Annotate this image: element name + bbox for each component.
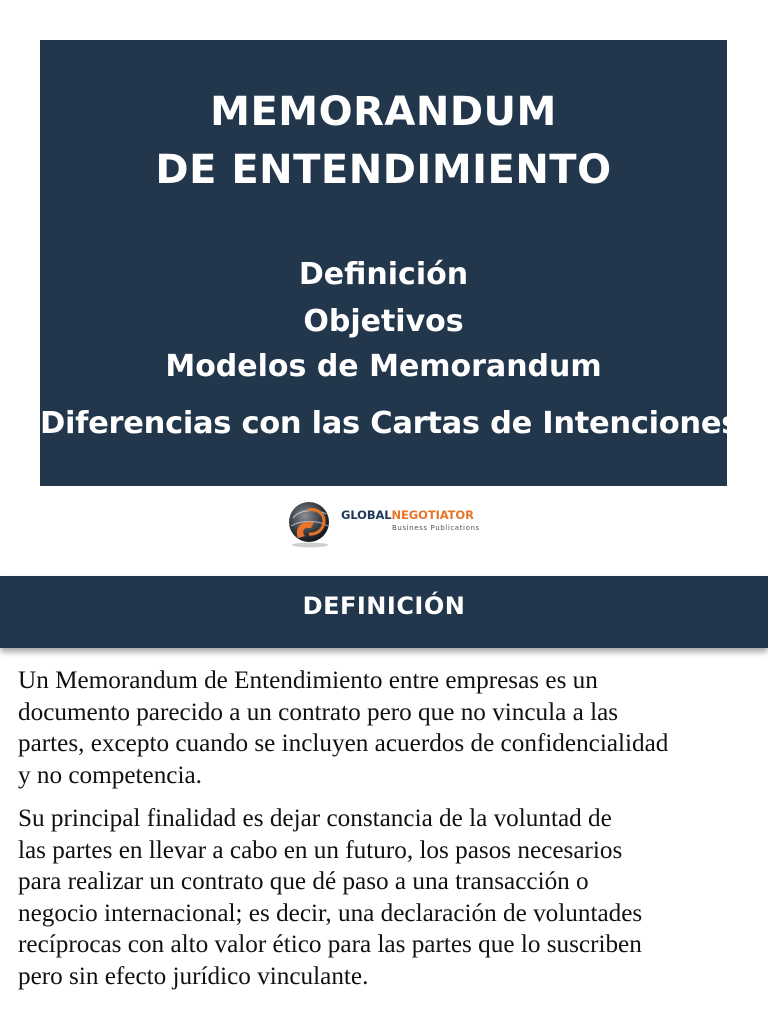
paragraph-line: para realizar un contrato que dé paso a una transacción o	[18, 868, 589, 895]
brand-subtitle: Business Publications	[392, 524, 480, 532]
cover-topic-definicion: Definición	[298, 257, 469, 292]
paragraph-line: y no competencia.	[18, 761, 202, 789]
paragraph-line: recíprocas con alto valor ético para las partes que lo suscriben	[18, 931, 642, 958]
paragraph-line: pero sin efecto jurídico vinculante.	[18, 962, 369, 990]
paragraph-2	[18, 803, 762, 992]
cover-title-line-1: MEMORANDUM	[210, 89, 557, 135]
brand-name-global: GLOBAL	[341, 508, 392, 522]
cover-topic-objetivos: Objetivos	[303, 304, 464, 339]
paragraph-line: negocio internacional; es decir, una declaración de voluntades	[18, 899, 643, 927]
cover-title-line-2: DE ENTENDIMIENTO	[155, 147, 612, 193]
brand-name	[341, 508, 474, 522]
cover-banner	[40, 40, 740, 486]
paragraph-line: Su principal finalidad es dejar constancia de la voluntad de	[18, 805, 612, 832]
paragraph-line: documento parecido a un contrato pero que no vincula a las	[18, 698, 619, 726]
paragraph-line: Un Memorandum de Entendimiento entre empresas es un	[18, 667, 598, 694]
brand-name-negotiator: NEGOTIATOR	[391, 508, 474, 522]
body-text	[18, 665, 762, 1004]
paragraph-line: las partes en llevar a cabo en un futuro, los pasos necesarios	[18, 836, 623, 864]
section-heading: DEFINICIÓN	[302, 592, 466, 620]
cover-topic-diferencias: Diferencias con las Cartas de Intenciones	[40, 406, 740, 441]
section-heading-bar	[0, 576, 768, 648]
cover-topic-modelos: Modelos de Memorandum	[165, 349, 602, 384]
paragraph-line: partes, excepto cuando se incluyen acuerdos de confidencialidad	[18, 730, 669, 757]
publisher-logo	[284, 496, 494, 548]
paragraph-1	[18, 665, 762, 791]
globe-logo-icon	[284, 498, 334, 548]
